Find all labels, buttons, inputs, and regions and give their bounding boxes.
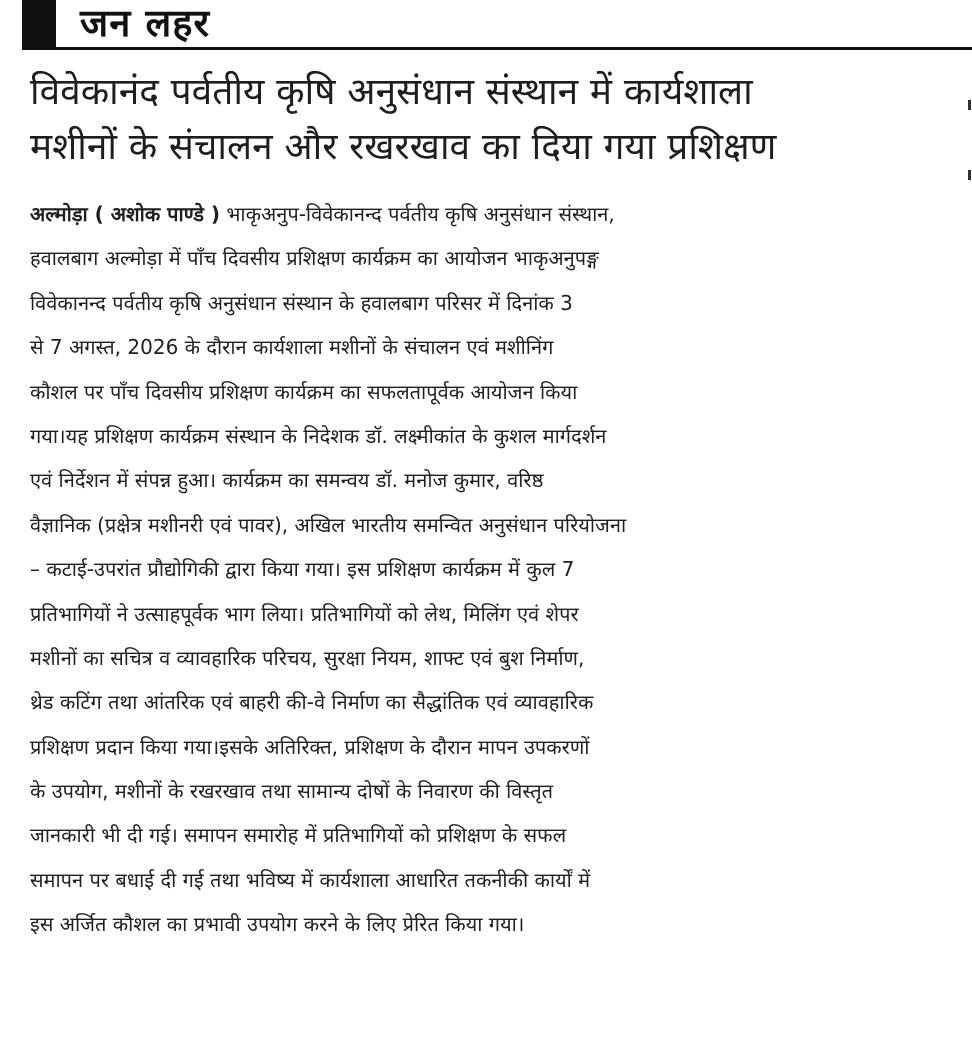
masthead-bar: [22, 0, 56, 47]
article-line: मशीनों का सचित्र व व्यावहारिक परिचय, सुरक्षा नियम, शाफ्ट एवं बुश निर्माण,: [30, 645, 585, 670]
article-line: एवं निर्देशन में संपन्न हुआ। कार्यक्रम का समन्वय डॉ. मनोज कुमार, वरिष्ठ: [30, 468, 544, 493]
article-line: प्रतिभागियों ने उत्साहपूर्वक भाग लिया। प्रतिभागियों को लेथ, मिलिंग एवं शेपर: [30, 601, 579, 626]
edge-mark: [968, 100, 971, 110]
article-line: के उपयोग, मशीनों के रखरखाव तथा सामान्य दोषों के निवारण की विस्तृत: [30, 779, 554, 804]
article-line-text: भाकृअनुप-विवेकानन्द पर्वतीय कृषि अनुसंधान संस्थान,: [220, 202, 615, 226]
article-body: [30, 192, 950, 947]
headline-line: मशीनों के संचालन और रखरखाव का दिया गया प्रशिक्षण: [30, 125, 777, 168]
masthead: [22, 0, 972, 50]
article-line: – कटाई-उपरांत प्रौद्योगिकी द्वारा किया गया। इस प्रशिक्षण कार्यक्रम में कुल 7: [30, 557, 575, 582]
masthead-brand: जन लहर: [80, 1, 210, 45]
article-line: प्रशिक्षण प्रदान किया गया।इसके अतिरिक्त, प्रशिक्षण के दौरान मापन उपकरणों: [30, 734, 590, 759]
article-line: [30, 192, 950, 236]
article-line: इस अर्जित कौशल का प्रभावी उपयोग करने के लिए प्रेरित किया गया।: [30, 912, 525, 937]
article-line: कौशल पर पाँच दिवसीय प्रशिक्षण कार्यक्रम का सफलतापूर्वक आयोजन किया: [30, 379, 578, 404]
page-edge-marks: [968, 100, 972, 180]
article-line: जानकारी भी दी गई। समापन समारोह में प्रतिभागियों को प्रशिक्षण के सफल: [30, 823, 567, 848]
headline-line: विवेकानंद पर्वतीय कृषि अनुसंधान संस्थान में कार्यशाला: [30, 70, 753, 113]
article-line: थ्रेड कटिंग तथा आंतरिक एवं बाहरी की-वे निर्माण का सैद्धांतिक एवं व्यावहारिक: [30, 690, 594, 715]
headline: [30, 64, 950, 174]
article-line: वैज्ञानिक (प्रक्षेत्र मशीनरी एवं पावर), अखिल भारतीय समन्वित अनुसंधान परियोजना: [30, 512, 627, 537]
article-line: गया।यह प्रशिक्षण कार्यक्रम संस्थान के निदेशक डॉ. लक्ष्मीकांत के कुशल मार्गदर्शन: [30, 423, 607, 448]
article-line: हवालबाग अल्मोड़ा में पाँच दिवसीय प्रशिक्षण कार्यक्रम का आयोजन भाकृअनुपङ्ग: [30, 246, 599, 271]
article-line: समापन पर बधाई दी गई तथा भविष्य में कार्यशाला आधारित तकनीकी कार्यों में: [30, 867, 591, 892]
article-line: विवेकानन्द पर्वतीय कृषि अनुसंधान संस्थान के हवालबाग परिसर में दिनांक 3: [30, 290, 573, 315]
byline: अल्मोड़ा ( अशोक पाण्डे ): [30, 202, 220, 226]
edge-mark: [968, 170, 971, 180]
article-line: से 7 अगस्त, 2026 के दौरान कार्यशाला मशीनों के संचालन एवं मशीनिंग: [30, 335, 554, 360]
